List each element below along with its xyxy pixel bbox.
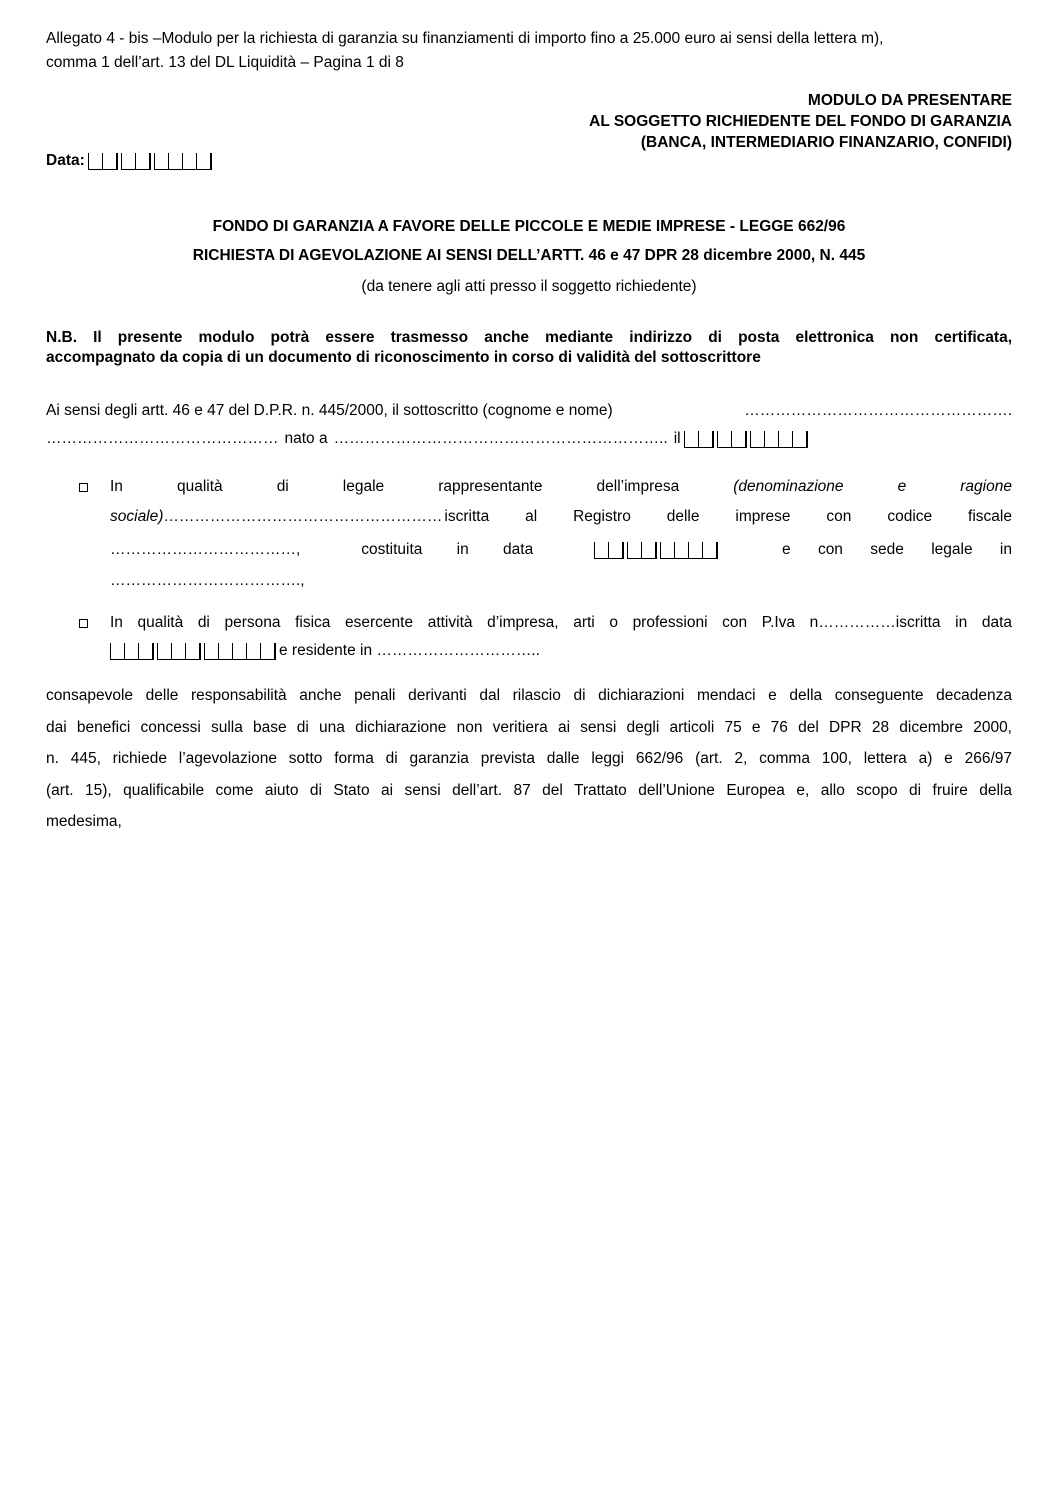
option2-line-2 [110,642,540,660]
date-label: Data: [46,152,85,169]
paragraph-line: n. 445, richiede l’agevolazione sotto forma di garanzia prevista dalle leggi 662/96 (art. 2, comma 100, lettera a) e 266/97 [46,750,1012,767]
birthplace-label: nato a [284,430,328,447]
option2-line-1: In qualità di persona fisica esercente attività d’impresa, arti o professioni con P.Iva n……………iscritta in data [110,614,1012,631]
register-text: iscritta al Registro delle imprese con codice fiscale [444,508,1012,525]
date-month-field[interactable] [121,153,151,170]
constitution-month-field[interactable] [627,542,657,559]
option1-word: (denominazione [733,478,844,495]
constitution-date [594,542,721,559]
paragraph-line: dai benefici concessi sulla base di una dichiarazione non veritiera ai sensi degli articoli 75 e 76 del DPR 28 dicembre 2000, [46,718,1012,736]
title-line-2: RICHIESTA DI AGEVOLAZIONE AI SENSI DELL’ARTT. 46 e 47 DPR 28 dicembre 2000, N. 445 [192,247,866,264]
title-line-3: (da tenere agli atti presso il soggetto richiedente) [361,278,697,295]
tax-code-field[interactable]: ………………………………, [110,541,301,558]
company-name-label-end: sociale) [110,508,164,525]
birthdate-day-field[interactable] [684,431,714,448]
option1-word: rappresentante [438,478,543,495]
residence-field[interactable]: e residente in ………………………….. [279,642,540,659]
addressee-line-1: MODULO DA PRESENTARE [807,92,1012,109]
option1-line-3 [110,541,1012,559]
constitution-day-field[interactable] [594,542,624,559]
option1-word: ragione [960,478,1012,495]
declarant-line-1 [46,402,1012,420]
birthdate-year-field[interactable] [750,431,808,448]
option1-line-1 [110,478,1012,496]
option-legal-representative-checkbox[interactable] [79,483,88,492]
vat-reg-day-field[interactable] [110,643,154,660]
declaration-paragraph [46,680,1012,838]
constitution-label: costituita in data [361,541,534,558]
surname-name-field[interactable]: ……………………………………………. [744,402,1012,419]
option1-word: qualità [176,478,223,495]
date-year-field[interactable] [154,153,212,170]
constitution-year-field[interactable] [660,542,718,559]
vat-reg-month-field[interactable] [157,643,201,660]
birthdate-label: il [673,430,681,447]
paragraph-line: consapevole delle responsabilità anche penali derivanti dal rilascio di dichiarazioni mendaci e della conseguente decadenza [46,687,1012,704]
legal-seat-label: e con sede legale in [781,541,1012,558]
birthplace-field[interactable]: ……………………………………………………….. [333,430,668,447]
option1-word: In [110,478,123,495]
option1-word: e [897,478,907,495]
legal-seat-field[interactable]: ………………………………., [110,572,305,589]
nb-line-1: N.B. Il presente modulo potrà essere trasmesso anche mediante indirizzo di posta elettronica non certificata, [46,329,1012,346]
option1-word: dell’impresa [596,478,680,495]
surname-name-field-cont[interactable]: ……………………………………… [46,430,279,447]
date-row [46,152,215,170]
vat-reg-year-field[interactable] [204,643,276,660]
paragraph-line: medesima, [46,813,122,830]
declarant-line-2 [46,430,811,448]
addressee-line-2: AL SOGGETTO RICHIEDENTE DEL FONDO DI GARANZIA [589,113,1012,130]
option1-word: di [276,478,289,495]
title-line-1: FONDO DI GARANZIA A FAVORE DELLE PICCOLE E MEDIE IMPRESE - LEGGE 662/96 [212,218,846,235]
option1-line-2 [110,508,1012,526]
header-line-1: Allegato 4 - bis –Modulo per la richiesta di garanzia su finanziamenti di importo fino a 25.000 euro ai sensi della lettera m), [46,30,884,47]
option1-word: legale [342,478,385,495]
company-name-field[interactable]: ……………………………………………… [163,508,443,525]
paragraph-line: (art. 15), qualificabile come aiuto di Stato ai sensi dell’art. 87 del Trattato dell’Unione Europea e, allo scopo di fruire della [46,781,1012,799]
nb-line-2: accompagnato da copia di un documento di riconoscimento in corso di validità del sottoscrittore [46,349,761,366]
declarant-intro: Ai sensi degli artt. 46 e 47 del D.P.R. n. 445/2000, il sottoscritto (cognome e nome) [46,402,613,419]
addressee-line-3: (BANCA, INTERMEDIARIO FINANZARIO, CONFIDI) [640,134,1012,151]
option-natural-person-checkbox[interactable] [79,619,88,628]
header-line-2: comma 1 dell’art. 13 del DL Liquidità – Pagina 1 di 8 [46,54,404,71]
birthdate-month-field[interactable] [717,431,747,448]
date-day-field[interactable] [88,153,118,170]
